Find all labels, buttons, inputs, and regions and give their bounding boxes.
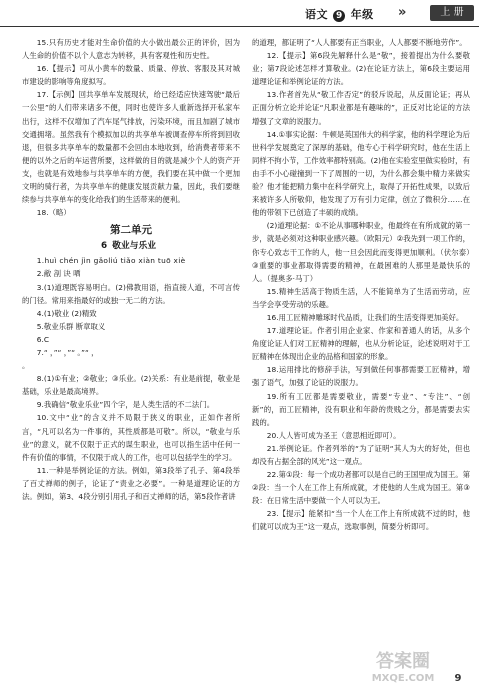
answer-paragraph: 7.“ ，”“ ，”“ 。”“ ， [36,347,99,357]
answer-paragraph: 19.所有工匠都是需要敬业，需要“专业”、“专注”、“创新”的，而工匠精神，没有职业和年龄的贵贱之分，都是需要去实践的。 [252,391,470,427]
watermark-text: 答案圈 [376,651,430,672]
answer-paragraph: 15.只有历史才能对生命价值的大小做出最公正的评价，因为人生命的价值不以个人意志为转移，具有客观性和历史性。 [22,38,240,61]
subject-text: 语文 [305,8,328,21]
answer-paragraph: 15.精神生活高于物质生活，人不能简单为了生活而劳动，应当学会享受劳动的乐趣。 [252,286,470,309]
answer-paragraph: 8.(1)①有业；②敬业；③乐业。(2)关系：有业是前提，敬业是基础，乐业是最高境界。 [22,374,240,397]
page-number: 9 [454,673,462,684]
answer-paragraph: 18.（略） [36,208,71,218]
lesson-name: 敬业与乐业 [112,241,157,252]
answer-paragraph: 9.我确信“敬业乐业”四个字，是人类生活的不二法门。 [36,400,215,410]
watermark-logo [348,652,458,690]
answer-paragraph: 1.huì chén jìn gǎoliú tiǎo xiàn tuō xiè [36,256,186,266]
lesson-number: 6 [100,241,108,252]
answer-paragraph: 23.【提示】能紧扣“当一个人在工作上有所成就不过的时，他们就可以成为王”这一观点，选取事例，简要分析即可。 [252,509,470,532]
answer-paragraph: 2.敝 剖 诀 哂 [36,269,81,279]
answer-paragraph: 18.运用排比的修辞手法，写到做任何事都需要工匠精神，增强了语气，加强了论证的说服力。 [252,365,470,388]
watermark-url: MXQE.COM [371,673,435,684]
double-chevron-icon: » [398,5,407,20]
answer-paragraph: 5.敬业乐群 断章取义 [36,321,106,331]
answer-paragraph: 。 [22,361,30,371]
lesson-title [22,239,240,254]
answer-paragraph: 10.文中“业”的含义并不局限于狭义的职业，正如作者所言，“凡可以名为一件事的，其性质都是可敬”。所以，“敬业与乐业”的意义，就不仅限于正式的谋生职业，也可以指生活中任何一件有价值的事情，不仅限于成人的工作，也可以包括学生的学习。 [22,413,240,462]
grade-suffix-text: 年级 [350,8,374,21]
answer-paragraph: 11.一种是举例论证的方法。例如，第3段举了孔子、第4段举了百丈禅师的例子，论证了“责业之必要”。一种是道理论证的方法。例如，第3、4段分别引用孔子和百丈禅师的话，第5段作者讲 [22,465,240,501]
answer-paragraph: 12.【提示】第6段先解释什么是“敬”，接着提出为什么要敬业；第7段论述怎样才算敬业。(2)在论证方法上，第6段主要运用道理论证和举例论证的方法。 [252,51,470,87]
page-header [0,0,479,28]
answer-paragraph: 6.C [36,334,50,344]
answer-paragraph: 22.第①段：每一个成功者都可以是自己的王国里成为国王。第②段：当一个人在工作上有所成就，才使他的人生成为国王。第③段：在日常生活中要做一个人可以为王。 [252,470,470,506]
answer-paragraph: 16.【提示】可从小黄车的数量、质量、停放、客服及其对城市建设的影响等角度拟写。 [22,64,240,87]
answer-paragraph: 14.①事实论据：牛顿是英国伟大的科学家，他的科学理论为后世科学发展奠定了深厚的基础，他专心于科学研究时，他在生活上同样不拘小节，工作效率都特别高。(2)他在实验室里做实验时，有由手不小心碰撞到一下了周围的一切，为什么都会集中精力来做实验？他才能把精力集中在科学研究上，取得了开拓性成果，以致后来被许多人所敬仰，他发现了万有引力定律，创立了微积分……在他的带领下已创造了丰硕的成绩。 [252,129,470,218]
answer-paragraph: 13.作者首先从“敬工作否定”的驳斥说起，从反面论证；再从正面分析立论并论证“凡职业都是有趣味的”，正反对比论证的方法增强了文章的说服力。 [252,90,470,126]
answer-paragraph: 3.(1)道理既容易明白。(2)佛教用语，指直接人道，不可言传的门径。常用来指最好的或独一无二的方法。 [22,282,240,305]
answer-paragraph: 的道理，都证明了“人人都要有正当职业，人人都要不断地劳作”。 [252,38,467,47]
answer-paragraph: 20.人人皆可成为圣王（意思相近即可）。 [266,430,401,440]
left-answer-column [22,36,240,676]
header-divider [0,26,479,27]
answer-paragraph: 16.用工匠精神雕琢时代品质，让我们的生活变得更加美好。 [266,312,464,322]
term-badge: 上 册 [430,5,474,21]
answer-paragraph: 17.道理论证。作者引用企业家、作家和普通人的话，从多个角度论证人们对工匠精神的理解，也从分析论证，论述说明对于工匠精神在体现出企业的品格和国家的形象。 [252,326,470,362]
answer-paragraph: (2)道理论据：①不论从事哪种职业，他最终在有所成就的第一步，就是必须对这种职业感兴趣。（欧阳元）②我先到一项工作的，你专心致志干工作的人，他一旦会因此而变得更加顺利。（伏尔泰）③重要的事业都取得需要的精神，在最困难的人那里是最快乐的人。（提奥多·马丁） [252,221,470,283]
answer-paragraph: 17.【示例】回共享单车发展现状，给已经适应快速驾驶“最后一公里”的人们带来诸多不便，同时也使许多人重新选择开私家车出行，这样不仅增加了汽车尾气排放，污染环境，而且加剧了城市交通拥堵。虽然我有个模拟加以的共享单车被调查停车所将到回收退，但很多共享单车的数量都不会回由本地收到，给消费者带来不便的以外之后的车运营所要，这样做的目的就是减少个人的资产开支，也就是有效地参与共享单车的方便，我们要在其中做一个更加文明的骑行者，为共享单车的健康发展贡献力量，因此，我们要继续参与共享单车的变化给我们的生活带来的便利。 [22,90,240,205]
answer-paragraph: 4.(1)敬业 (2)精致 [36,308,97,318]
answer-paragraph: 21.举例论证。作者列举的“为了证明“其人为大的好处，但也却没有占据全部的风光”这一观点。 [252,443,470,466]
right-answer-column [252,36,470,676]
grade-number-badge: 9 [333,10,345,22]
subject-grade-label [305,6,374,22]
unit-title: 第二单元 [110,224,152,237]
